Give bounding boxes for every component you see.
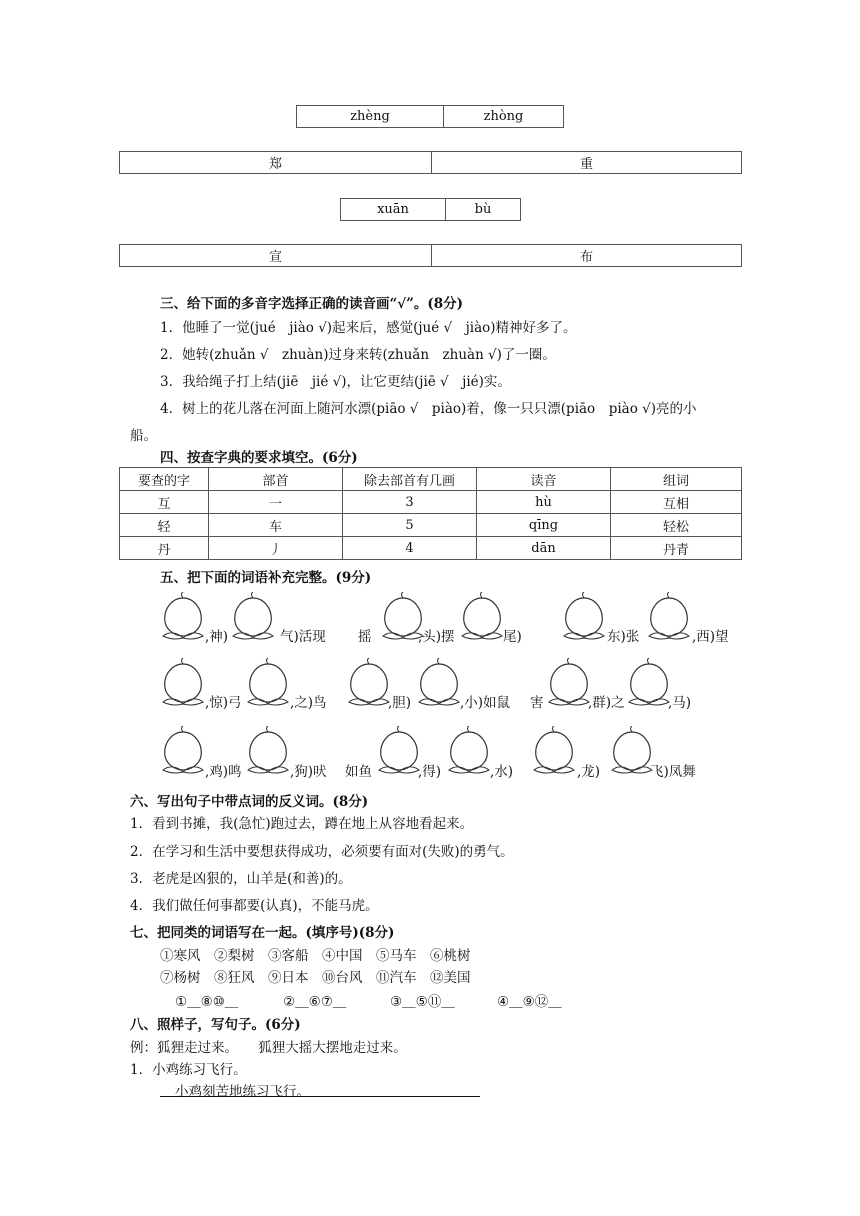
table-cell: 互相 xyxy=(611,491,742,514)
pinyin-table-1 xyxy=(296,105,564,128)
sec8-q1: 1．小鸡练习飞行。 xyxy=(130,1062,247,1078)
char-cell: 郑 xyxy=(120,152,432,174)
table-cell: qīng xyxy=(477,514,611,537)
idiom-text: ,群)之 xyxy=(588,695,625,711)
answer-group: ③＿⑤⑪＿ xyxy=(390,994,455,1010)
idiom-text: ,得) xyxy=(418,764,442,780)
section5-title: 五、把下面的词语补充完整。(9分) xyxy=(160,570,372,586)
table-cell: hù xyxy=(477,491,611,514)
sec3-line4: 4．树上的花儿落在河面上随河水漂(piāo √ piào)着，像一只只漂(piāo piào √)亮的小 xyxy=(160,401,697,417)
idiom-text: ,狗)吠 xyxy=(290,764,327,780)
idiom-text: ,之)鸟 xyxy=(290,695,327,711)
table-cell: 3 xyxy=(343,491,477,514)
answer-group: ②＿⑥⑦＿ xyxy=(283,994,347,1010)
idiom-text: 东)张 xyxy=(607,629,640,645)
idiom-text: ,胆) xyxy=(388,695,412,711)
idiom-text: ,西)望 xyxy=(692,629,729,645)
header-cell: 要查的字 xyxy=(120,468,209,491)
peach-blank-icon xyxy=(244,726,292,776)
table-cell: 4 xyxy=(343,537,477,560)
idiom-text: ,头)摆 xyxy=(418,629,455,645)
sec7-line2: ⑦杨树 ⑧狂风 ⑨日本 ⑩台风 ⑪汽车 ⑫美国 xyxy=(160,970,471,986)
char-table-1 xyxy=(119,151,742,174)
idiom-text: 害 xyxy=(530,695,544,711)
idiom-text: ,龙) xyxy=(577,764,601,780)
peach-blank-icon xyxy=(159,726,207,776)
peach-blank-icon xyxy=(375,726,423,776)
table-cell: 丹青 xyxy=(611,537,742,560)
idiom-text: ,惊)弓 xyxy=(205,695,242,711)
idiom-text: ,马) xyxy=(668,695,692,711)
table-cell: dān xyxy=(477,537,611,560)
peach-blank-icon xyxy=(159,658,207,708)
table-cell: 丿 xyxy=(209,537,343,560)
peach-blank-icon xyxy=(244,658,292,708)
peach-blank-icon xyxy=(545,658,593,708)
idiom-text: ,神) xyxy=(205,629,229,645)
idiom-text: ,鸡)鸣 xyxy=(205,764,242,780)
sec3-line3: 3．我给绳子打上结(jiē jié √)，让它更结(jiē √ jié)实。 xyxy=(160,374,511,390)
sec6-line2: 2．在学习和生活中要想获得成功，必须要有面对(失败)的勇气。 xyxy=(130,844,514,860)
idiom-text: 气)活现 xyxy=(280,629,326,645)
section6-title: 六、写出句子中带点词的反义词。(8分) xyxy=(130,794,369,810)
peach-blank-icon xyxy=(159,592,207,642)
sec8-example: 例：狐狸走过来。 狐狸大摇大摆地走过来。 xyxy=(130,1040,407,1056)
table-cell: 丹 xyxy=(120,537,209,560)
pinyin-cell: bù xyxy=(446,199,521,221)
sec6-line1: 1．看到书摊，我(急忙)跑过去，蹲在地上从容地看起来。 xyxy=(130,816,474,832)
sec6-line4: 4．我们做任何事都要(认真)，不能马虎。 xyxy=(130,898,379,914)
char-table-2 xyxy=(119,244,742,267)
char-cell: 宣 xyxy=(120,245,432,267)
peach-blank-icon xyxy=(229,592,277,642)
pinyin-cell: zhèng xyxy=(297,106,444,128)
idiom-text: 飞)凤舞 xyxy=(650,764,696,780)
table-cell: 一 xyxy=(209,491,343,514)
table-cell: 车 xyxy=(209,514,343,537)
peach-blank-icon xyxy=(625,658,673,708)
peach-blank-icon xyxy=(415,658,463,708)
idiom-text: 尾) xyxy=(503,629,522,645)
idiom-text: 如鱼 xyxy=(345,764,372,780)
table-cell: 互 xyxy=(120,491,209,514)
header-cell: 部首 xyxy=(209,468,343,491)
header-cell: 组词 xyxy=(611,468,742,491)
section4-title: 四、按查字典的要求填空。(6分) xyxy=(160,450,358,466)
peach-blank-icon xyxy=(530,726,578,776)
answer-group: ①＿⑧⑩＿ xyxy=(175,994,239,1010)
sec3-line1: 1．他睡了一觉(jué jiào √)起来后，感觉(jué √ jiào)精神好多了。 xyxy=(160,320,577,336)
char-cell: 重 xyxy=(432,152,742,174)
header-cell: 读音 xyxy=(477,468,611,491)
sec8-a1: 小鸡刻苦地练习飞行。 xyxy=(175,1084,310,1100)
peach-blank-icon xyxy=(458,592,506,642)
idiom-text: ,水) xyxy=(490,764,514,780)
sec6-line3: 3．老虎是凶狠的，山羊是(和善)的。 xyxy=(130,871,352,887)
idiom-text: ,小)如鼠 xyxy=(460,695,511,711)
table-cell: 轻 xyxy=(120,514,209,537)
peach-blank-icon xyxy=(560,592,608,642)
table-cell: 5 xyxy=(343,514,477,537)
pinyin-cell: zhòng xyxy=(444,106,564,128)
sec3-line4b: 船。 xyxy=(130,428,157,444)
answer-group: ④＿⑨⑫＿ xyxy=(497,994,562,1010)
pinyin-table-2 xyxy=(340,198,521,221)
peach-blank-icon xyxy=(645,592,693,642)
sec7-line1: ①寒风 ②梨树 ③客船 ④中国 ⑤马车 ⑥桃树 xyxy=(160,948,471,964)
idiom-text: 摇 xyxy=(358,629,372,645)
dictionary-table xyxy=(119,467,742,560)
peach-blank-icon xyxy=(345,658,393,708)
char-cell: 布 xyxy=(432,245,742,267)
section8-title: 八、照样子，写句子。(6分) xyxy=(130,1017,301,1033)
header-cell: 除去部首有几画 xyxy=(343,468,477,491)
peach-blank-icon xyxy=(608,726,656,776)
section7-title: 七、把同类的词语写在一起。(填序号)(8分) xyxy=(130,925,395,941)
table-cell: 轻松 xyxy=(611,514,742,537)
peach-blank-icon xyxy=(445,726,493,776)
section3-title: 三、给下面的多音字选择正确的读音画“√”。(8分) xyxy=(160,296,464,312)
pinyin-cell: xuān xyxy=(341,199,446,221)
sec3-line2: 2．她转(zhuǎn √ zhuàn)过身来转(zhuǎn zhuàn √)了一圈。 xyxy=(160,347,556,363)
